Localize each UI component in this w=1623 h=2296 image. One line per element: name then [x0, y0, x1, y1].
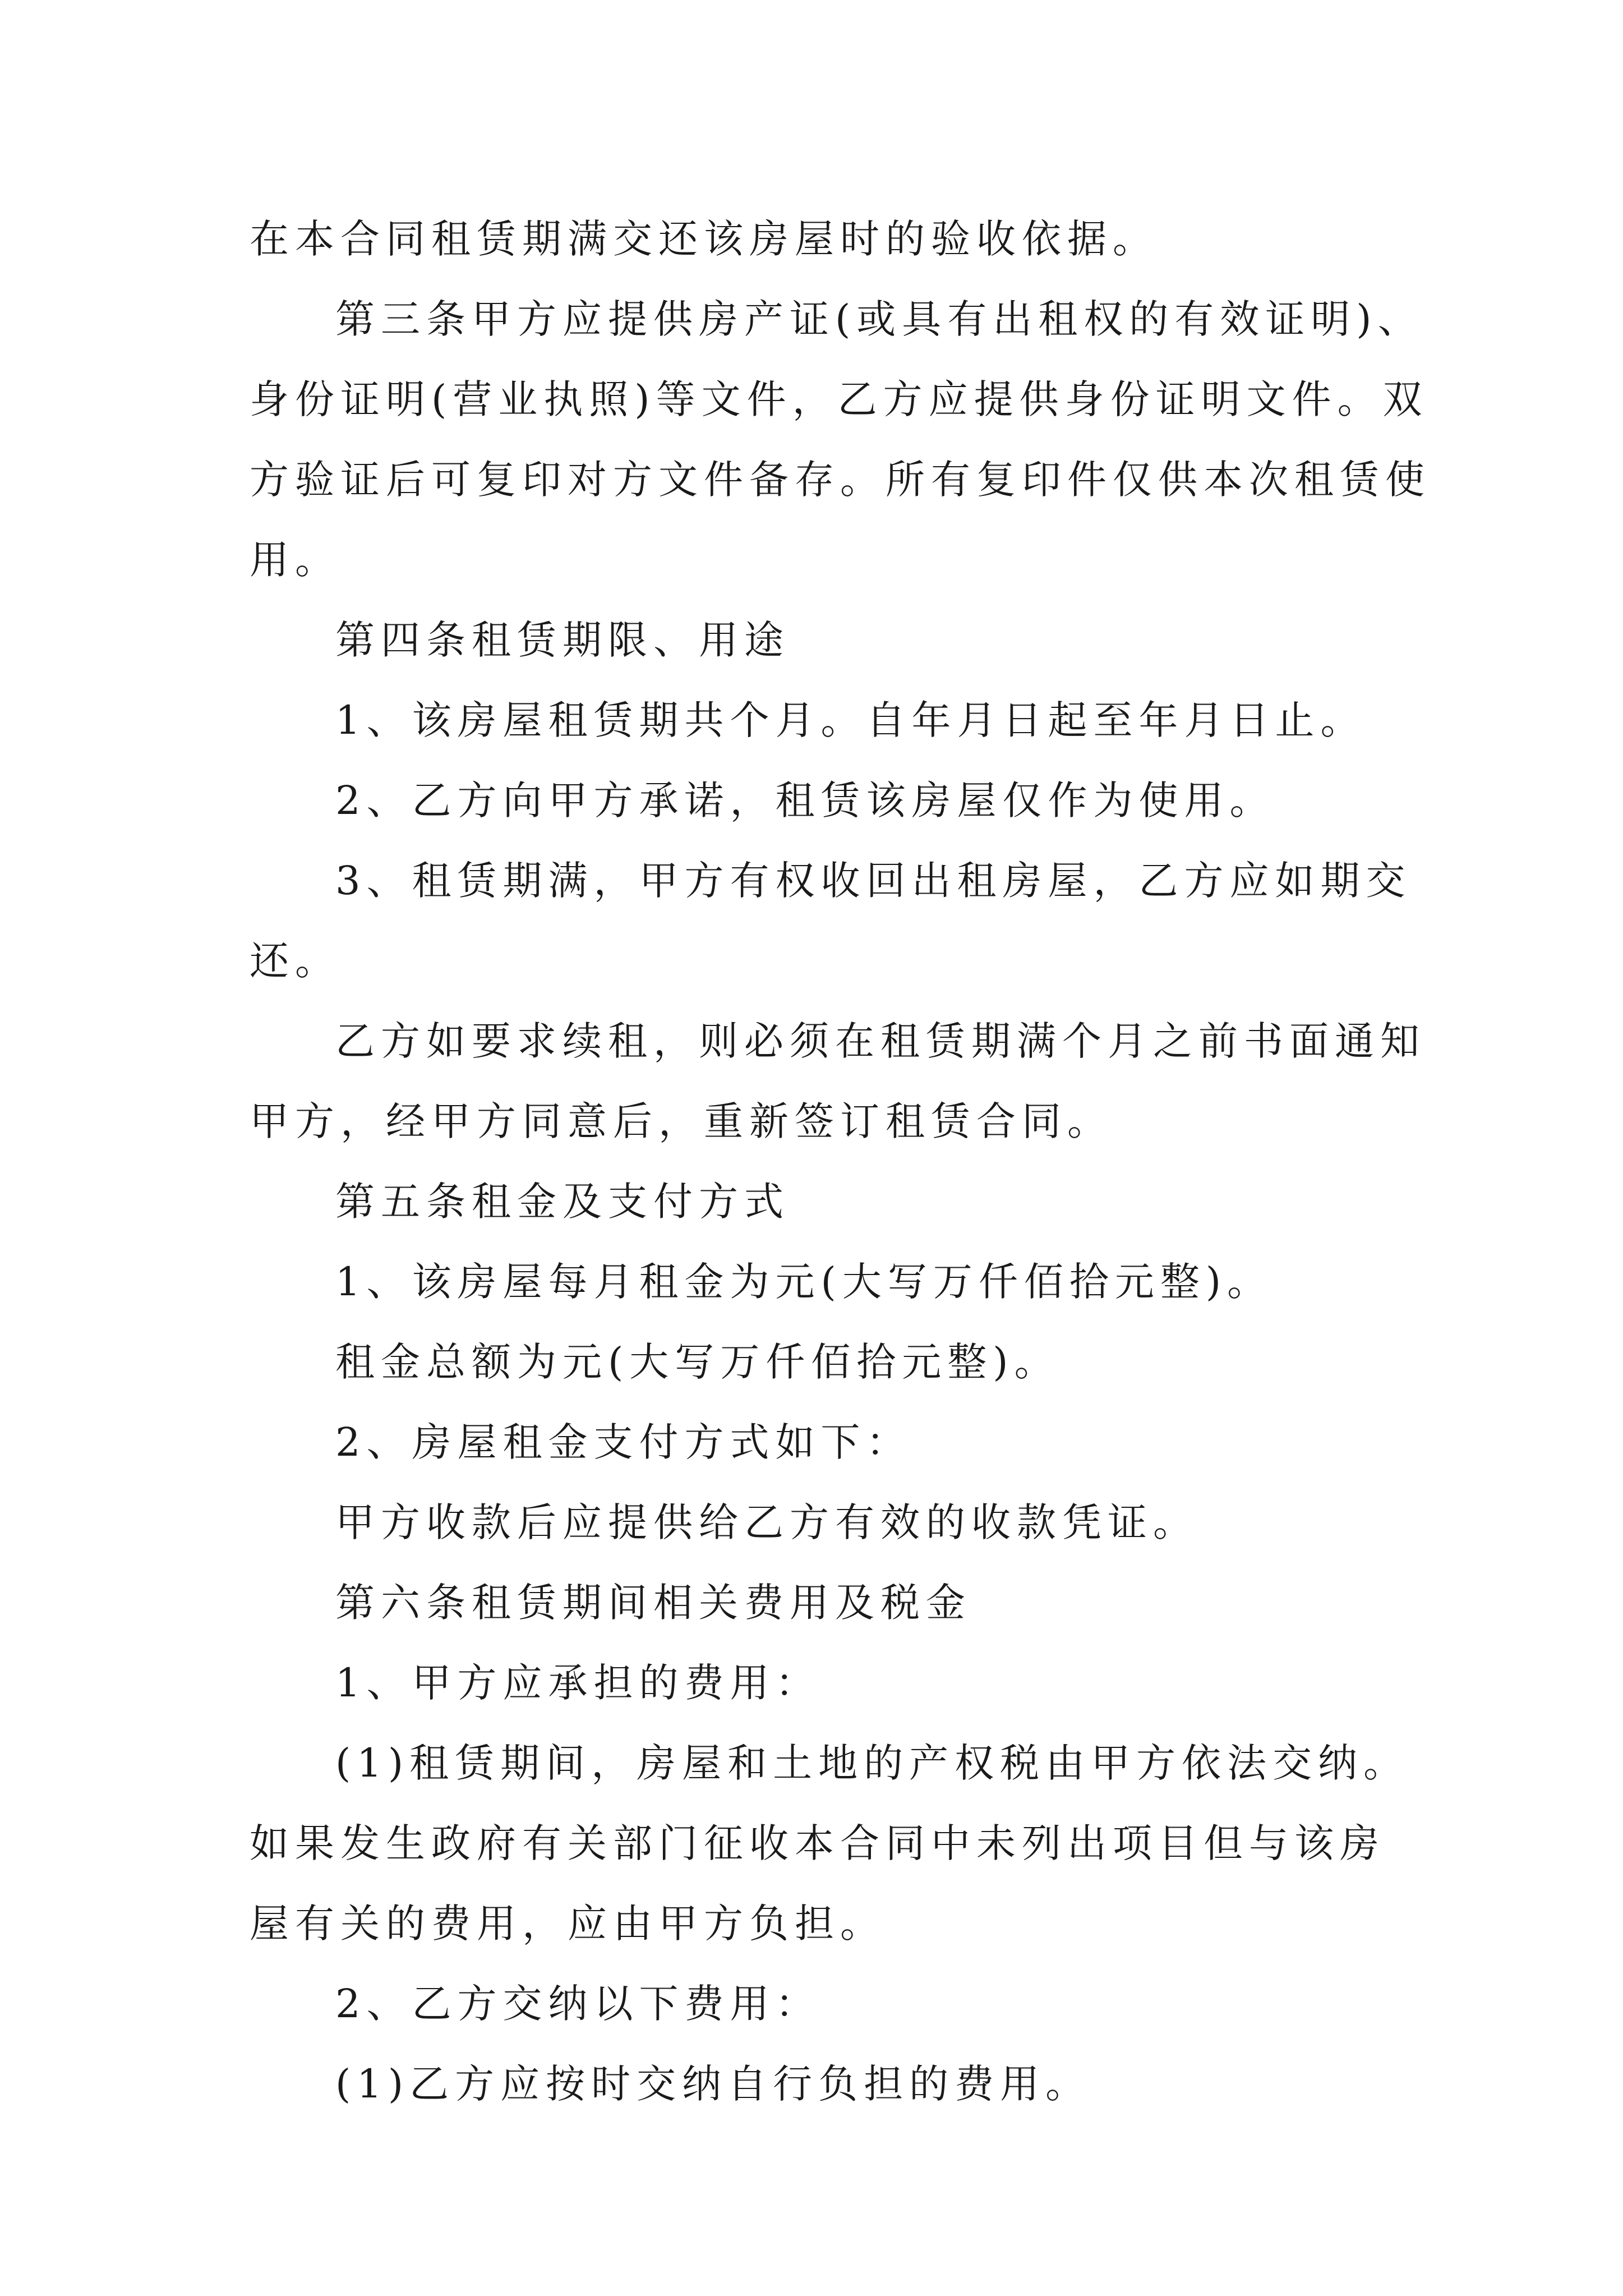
text-line: 租金总额为元(大写万仟佰拾元整)。: [335, 1339, 1060, 1385]
text-line: 如果发生政府有关部门征收本合同中未列出项目但与该房: [250, 1820, 1385, 1866]
text-line: 1、该房屋租赁期共个月。自年月日起至年月日止。: [335, 697, 1366, 743]
text-line: 第三条甲方应提供房产证(或具有出租权的有效证明)、: [335, 296, 1423, 342]
text-line: (1)租赁期间，房屋和土地的产权税由甲方依法交纳。: [335, 1740, 1409, 1786]
text-line: 方验证后可复印对方文件备存。所有复印件仅供本次租赁使: [250, 457, 1431, 503]
text-line: 乙方如要求续租，则必须在租赁期满个月之前书面通知: [335, 1018, 1426, 1064]
text-line: 在本合同租赁期满交还该房屋时的验收依据。: [250, 216, 1158, 262]
text-line: 2、乙方向甲方承诺，租赁该房屋仅作为使用。: [335, 777, 1275, 823]
text-line: (1)乙方应按时交纳自行负担的费用。: [335, 2061, 1091, 2107]
text-line: 还。: [250, 938, 340, 984]
text-line: 第四条租赁期限、用途: [335, 617, 790, 663]
text-line: 2、乙方交纳以下费用：: [335, 1981, 821, 2027]
text-line: 身份证明(营业执照)等文件，乙方应提供身份证明文件。双: [250, 376, 1428, 422]
text-line: 2、房屋租金支付方式如下：: [335, 1419, 912, 1465]
text-line: 1、该房屋每月租金为元(大写万仟佰拾元整)。: [335, 1259, 1273, 1305]
text-line: 用。: [250, 537, 340, 583]
text-line: 甲方，经甲方同意后，重新签订租赁合同。: [250, 1098, 1113, 1144]
text-line: 屋有关的费用，应由甲方负担。: [250, 1901, 886, 1947]
text-line: 第五条租金及支付方式: [335, 1179, 790, 1225]
text-line: 第六条租赁期间相关费用及税金: [335, 1580, 971, 1626]
text-line: 3、租赁期满，甲方有权收回出租房屋，乙方应如期交: [335, 858, 1412, 904]
text-line: 甲方收款后应提供给乙方有效的收款凭证。: [335, 1499, 1198, 1545]
text-line: 1、甲方应承担的费用：: [335, 1660, 821, 1706]
